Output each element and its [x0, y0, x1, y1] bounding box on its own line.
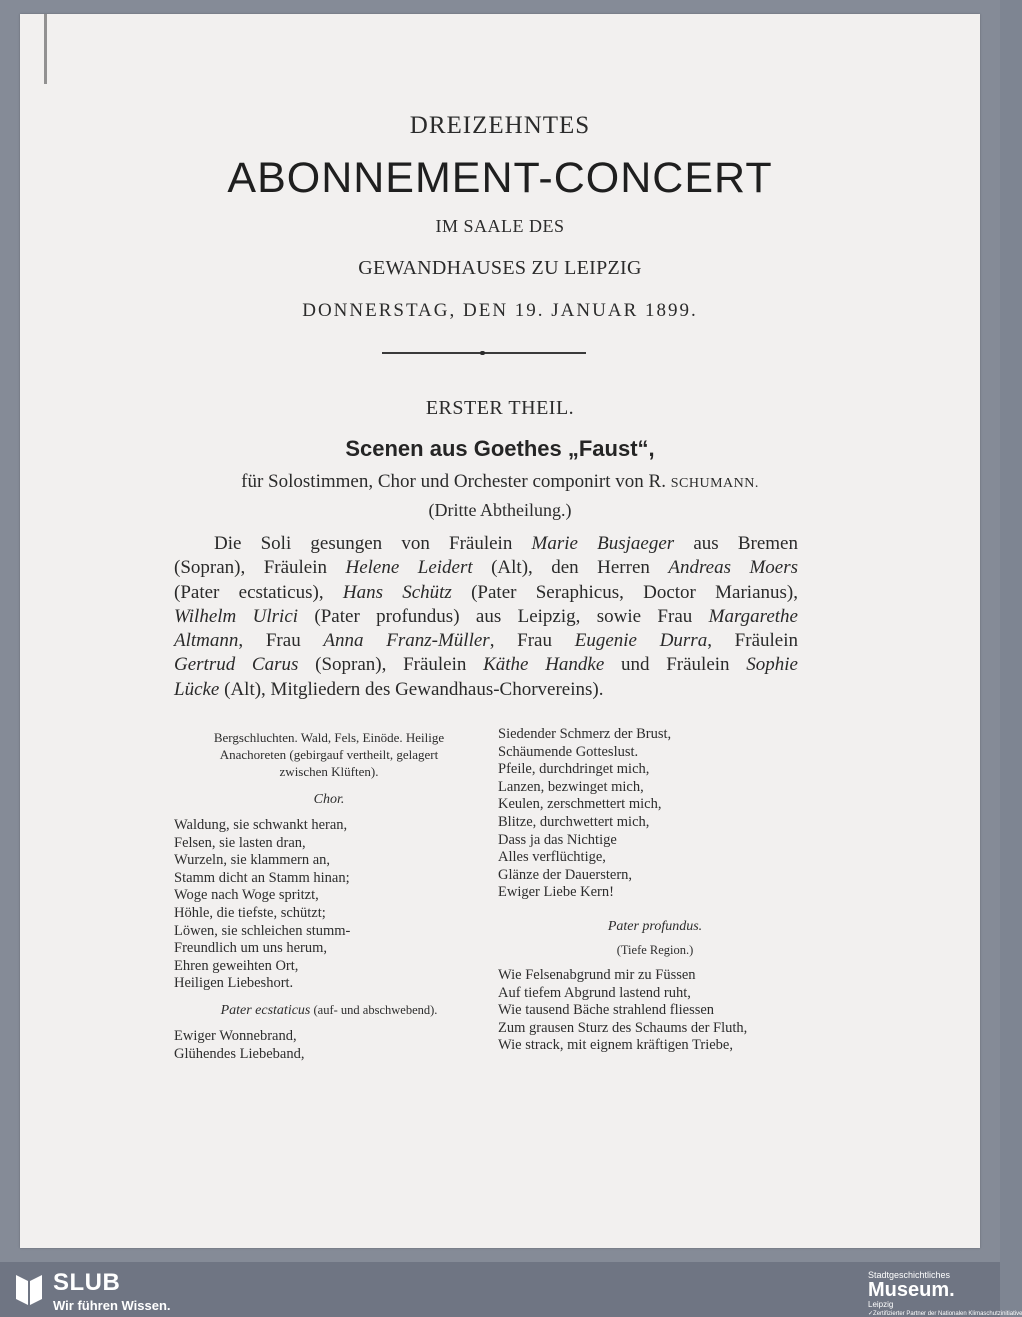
role-note: (auf- und abschwebend).	[310, 1002, 438, 1017]
slub-logo-text[interactable]: SLUB	[53, 1269, 121, 1296]
soli-text: und Fräulein	[604, 654, 747, 676]
verse-line: Glänze der Dauerstern,	[498, 866, 633, 883]
verse-line: Siedender Schmerz der Brust,	[498, 726, 672, 742]
soloist-name: Marie Busjaeger	[531, 533, 675, 554]
verse-line: Ewiger Wonnebrand,	[174, 1027, 297, 1044]
verse-line: Zum grausen Sturz des Schaums der Fluth,	[498, 1019, 748, 1036]
footer-bar	[0, 1262, 1022, 1317]
chor-label: Chor.	[313, 792, 345, 807]
subtitle-text: für Solostimmen, Chor und Orchester componirt von R.	[241, 471, 671, 492]
verse-line: Höhle, die tiefste, schützt;	[174, 904, 326, 921]
soloist-name: Gertrud Carus	[174, 654, 299, 676]
soloist-name: Helene Leidert	[345, 557, 473, 579]
verse-line: Wie strack, mit eignem kräftigen Triebe,	[498, 1037, 733, 1054]
libretto-right-column	[498, 726, 812, 1055]
verse-line: Glühendes Liebeband,	[174, 1045, 305, 1062]
stage-direction-line: Bergschluchten. Wald, Fels, Einöde. Heilige	[213, 730, 445, 745]
libretto-left-column	[174, 729, 484, 1063]
soli-line	[174, 581, 798, 605]
verse-line: Heiligen Liebeshort.	[174, 975, 294, 992]
venue-line-1: IM SAALE DES	[435, 216, 565, 236]
ecstaticus-verse-continued	[498, 726, 812, 902]
soli-line	[174, 678, 798, 702]
soli-text: (Sopran), Fräulein	[298, 654, 484, 676]
verse-line: Stamm dicht an Stamm hinan;	[174, 869, 350, 886]
soloist-name: Sophie	[746, 654, 798, 676]
concert-number: DREIZEHNTES	[409, 112, 591, 139]
soli-text: (Pater Seraphicus, Doctor Marianus),	[451, 581, 798, 603]
soli-line	[174, 532, 798, 556]
role-name: Pater ecstaticus	[220, 1002, 311, 1018]
soloist-name: Altmann	[174, 630, 239, 652]
program-page	[20, 14, 980, 1248]
concert-title: ABONNEMENT-CONCERT	[227, 154, 773, 202]
soli-text: (Pater profundus) aus Leipzig, sowie Frau	[298, 605, 709, 627]
verse-line: Wie tausend Bäche strahlend fliessen	[498, 1002, 715, 1019]
ornamental-rule	[382, 352, 586, 354]
museum-caption: Stadtgeschichtliches	[868, 1270, 951, 1280]
soloist-name: Andreas Moers	[668, 557, 798, 579]
verse-line: Ewiger Liebe Kern!	[498, 884, 614, 901]
venue-line-2: GEWANDHAUSES ZU LEIPZIG	[358, 257, 642, 279]
pater-ecstaticus-label	[174, 1003, 484, 1019]
verse-line: Blitze, durchwettert mich,	[498, 813, 650, 830]
verse-line: Löwen, sie schleichen stumm-	[174, 922, 351, 939]
soli-text: (Alt), Mitgliedern des Gewandhaus-Chorvereins).	[219, 678, 604, 700]
verse-line: Pfeile, durchdringet mich,	[498, 761, 650, 778]
composer-name: SCHUMANN.	[670, 476, 759, 491]
soli-text: , Frau	[238, 630, 324, 652]
soloist-name: Eugenie Durra	[574, 630, 708, 652]
soli-text: , Fräulein	[707, 630, 798, 652]
museum-logo-text[interactable]: Museum.	[868, 1279, 955, 1301]
verse-line: Keulen, zerschmettert mich,	[498, 796, 662, 813]
verse-line: Woge nach Woge spritzt,	[174, 887, 319, 904]
verse-line: Alles verflüchtige,	[498, 849, 606, 866]
stage-direction-line: zwischen Klüften).	[279, 764, 379, 779]
chor-verse	[174, 817, 484, 993]
soli-line	[174, 653, 798, 677]
soli-line	[174, 605, 798, 629]
soloist-name: Käthe Handke	[483, 654, 605, 676]
museum-partner-note: ✓Zertifizierter Partner der Nationalen Klimaschutzinitiative	[868, 1311, 1022, 1317]
soli-text: , Frau	[489, 630, 575, 652]
profundus-verse	[498, 967, 812, 1055]
stage-direction-line: Anachoreten (gebirgauf vertheilt, gelagert	[219, 747, 439, 762]
museum-city: Leipzig	[868, 1300, 894, 1309]
ecstaticus-verse	[174, 1028, 484, 1063]
soli-text: (Pater ecstaticus),	[174, 581, 343, 603]
work-division: (Dritte Abtheilung.)	[428, 500, 572, 520]
soli-text: (Sopran), Fräulein	[174, 557, 346, 579]
part-heading: ERSTER THEIL.	[425, 397, 575, 419]
verse-line: Freundlich um uns herum,	[174, 940, 328, 957]
region-label: (Tiefe Region.)	[616, 942, 694, 957]
binding-stitch	[44, 14, 47, 84]
soloist-name: Hans Schütz	[342, 581, 452, 603]
work-title: Scenen aus Goethes „Faust“,	[345, 436, 655, 461]
verse-line: Schäumende Gotteslust.	[498, 743, 639, 760]
soli-line	[174, 556, 798, 580]
stage-direction	[174, 729, 484, 780]
soloist-name: Anna Franz-Müller	[323, 630, 490, 652]
soloist-name: Wilhelm Ulrici	[174, 605, 299, 627]
soloist-name: Margarethe	[708, 605, 798, 627]
verse-line: Wie Felsenabgrund mir zu Füssen	[498, 966, 696, 983]
verse-line: Lanzen, bezwinget mich,	[498, 778, 644, 795]
verse-line: Auf tiefem Abgrund lastend ruht,	[498, 984, 691, 1001]
soli-text: Die Soli gesungen von Fräulein	[214, 533, 532, 554]
concert-date: DONNERSTAG, DEN 19. JANUAR 1899.	[302, 300, 698, 321]
pater-profundus-label: Pater profundus.	[607, 918, 703, 934]
soli-text: (Alt), den Herren	[472, 557, 669, 579]
soli-line	[174, 629, 798, 653]
verse-line: Wurzeln, sie klammern an,	[174, 852, 331, 869]
slub-tagline: Wir führen Wissen.	[53, 1298, 171, 1313]
soloist-name: Lücke	[174, 678, 220, 700]
verse-line: Felsen, sie lasten dran,	[174, 834, 306, 851]
verse-line: Dass ja das Nichtige	[498, 831, 617, 848]
soli-text: aus Bremen	[674, 533, 798, 554]
verse-line: Waldung, sie schwankt heran,	[174, 817, 348, 833]
soloists-paragraph	[174, 532, 798, 702]
verse-line: Ehren geweihten Ort,	[174, 957, 299, 974]
slub-logo-icon	[14, 1271, 44, 1307]
work-subtitle	[20, 471, 980, 493]
